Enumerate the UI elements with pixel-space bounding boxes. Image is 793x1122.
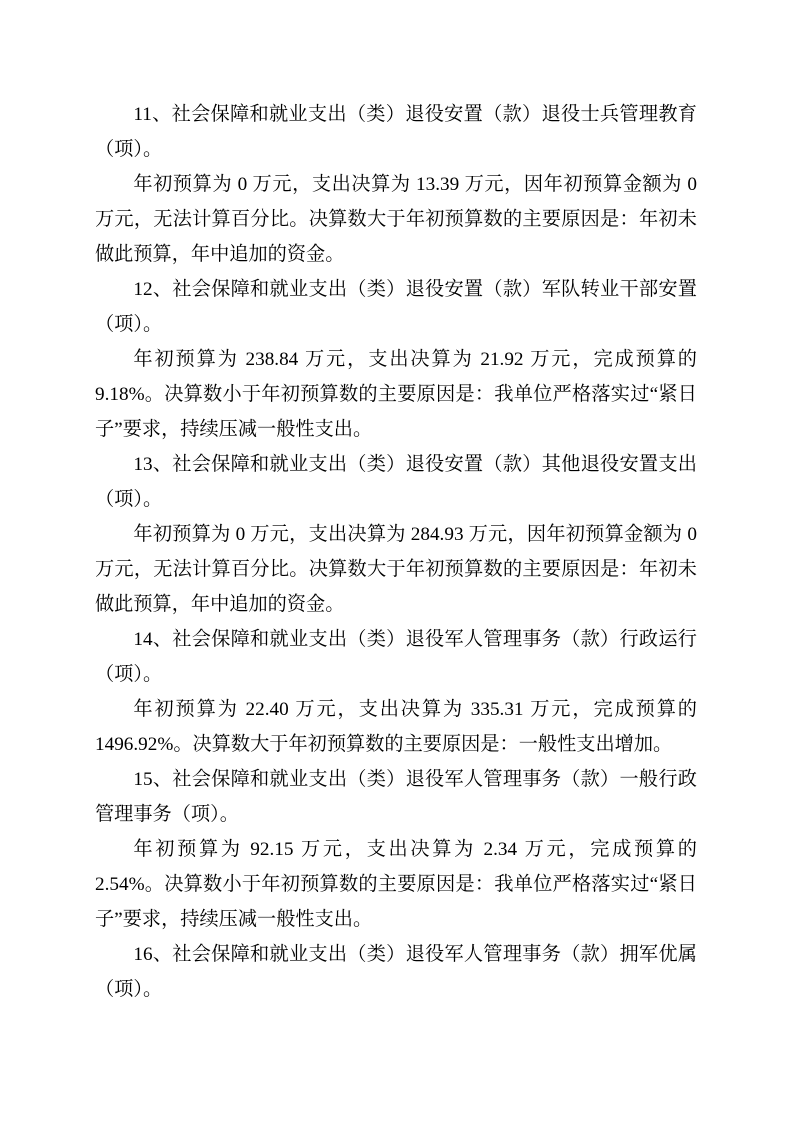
item-11-detail: 年初预算为 0 万元，支出决算为 13.39 万元，因年初预算金额为 0 万元，无法计算百分比。决算数大于年初预算数的主要原因是：年初未做此预算，年中追加的资金。: [95, 174, 697, 265]
item-13-detail: 年初预算为 0 万元，支出决算为 284.93 万元，因年初预算金额为 0 万元，无法计算百分比。决算数大于年初预算数的主要原因是：年初未做此预算，年中追加的资金。: [95, 524, 697, 615]
item-16-heading: 16、社会保障和就业支出（类）退役军人管理事务（款）拥军优属（项）。: [95, 944, 697, 1000]
item-15-heading: 15、社会保障和就业支出（类）退役军人管理事务（款）一般行政管理事务（项）。: [95, 769, 697, 825]
item-12-detail: 年初预算为 238.84 万元，支出决算为 21.92 万元，完成预算的 9.18%。决算数小于年初预算数的主要原因是：我单位严格落实过“紧日子”要求，持续压减一般性支出。: [95, 349, 697, 440]
item-14-heading: 14、社会保障和就业支出（类）退役军人管理事务（款）行政运行（项）。: [95, 629, 697, 685]
item-12-heading: 12、社会保障和就业支出（类）退役安置（款）军队转业干部安置（项）。: [95, 279, 697, 335]
item-14-detail: 年初预算为 22.40 万元，支出决算为 335.31 万元，完成预算的 1496.92%。决算数大于年初预算数的主要原因是：一般性支出增加。: [95, 699, 697, 755]
item-13-heading: 13、社会保障和就业支出（类）退役安置（款）其他退役安置支出（项）。: [95, 454, 697, 510]
item-11-heading: 11、社会保障和就业支出（类）退役安置（款）退役士兵管理教育（项）。: [95, 104, 697, 160]
item-15-detail: 年初预算为 92.15 万元，支出决算为 2.34 万元，完成预算的 2.54%。决算数小于年初预算数的主要原因是：我单位严格落实过“紧日子”要求，持续压减一般性支出。: [95, 839, 697, 930]
